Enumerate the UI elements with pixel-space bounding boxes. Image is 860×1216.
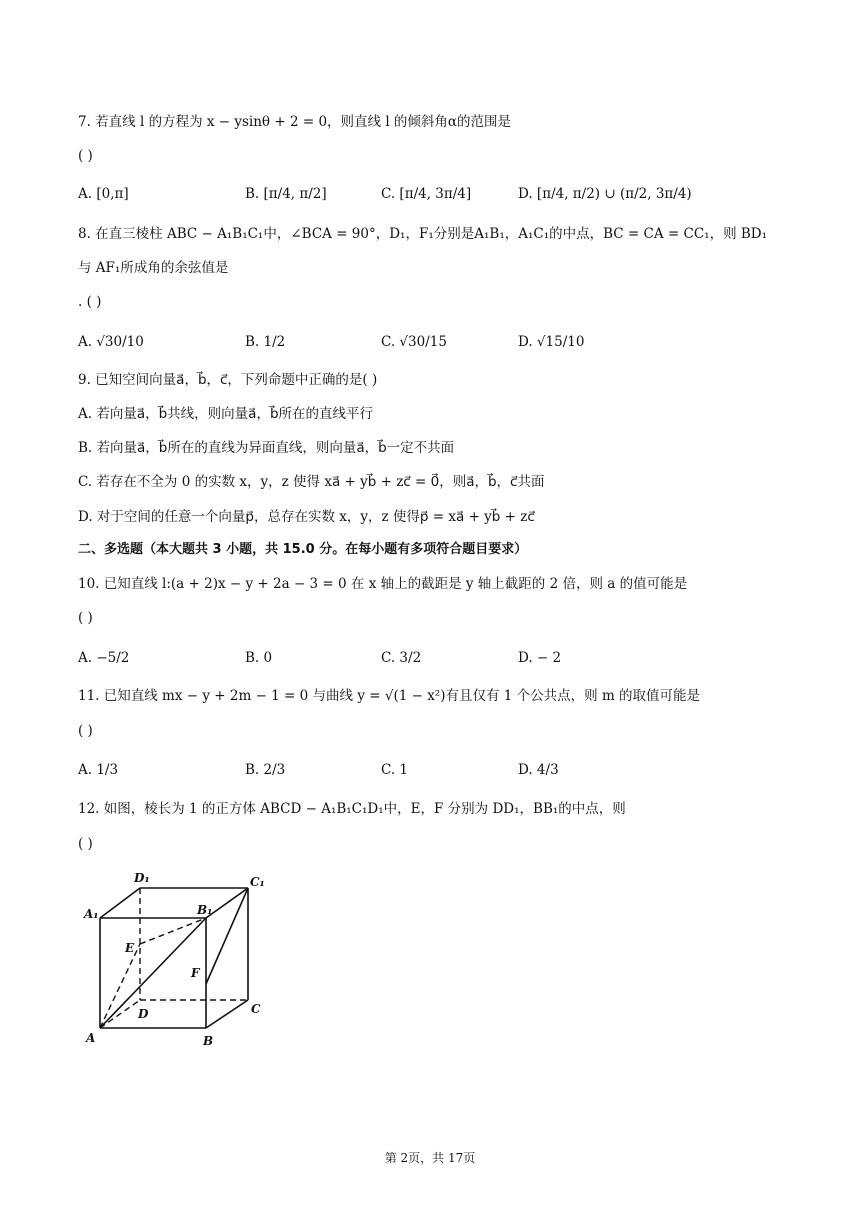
q9-option-d: D. 对于空间的任意一个向量p⃗，总存在实数 x，y，z 使得p⃗ = xa⃗ + yb⃗ + zc⃗ xyxy=(78,509,535,525)
label-b1: B₁ xyxy=(197,903,213,917)
q9-option-c: C. 若存在不全为 0 的实数 x，y，z 使得 xa⃗ + yb⃗ + zc⃗ = 0⃗，则a⃗，b⃗，c⃗共面 xyxy=(78,474,545,490)
label-c: C xyxy=(251,1002,261,1016)
q11-paren: ( ) xyxy=(78,723,93,739)
q7-option-a: A. [0,π] xyxy=(78,186,129,202)
q10-option-b: B. 0 xyxy=(245,650,273,666)
label-f: F xyxy=(191,966,200,980)
q11-option-c: C. 1 xyxy=(381,762,409,778)
q11-option-b: B. 2/3 xyxy=(245,762,286,778)
q7-option-c: C. [π/4, 3π/4] xyxy=(381,186,472,202)
q12-paren: ( ) xyxy=(78,836,93,852)
q10-option-d: D. − 2 xyxy=(518,650,562,666)
label-e: E xyxy=(125,941,135,955)
segment-eb1-hidden xyxy=(140,918,206,944)
q11-option-a: A. 1/3 xyxy=(78,762,119,778)
q8-paren: . ( ) xyxy=(78,294,102,310)
label-d: D xyxy=(138,1007,149,1021)
q9-option-b: B. 若向量a⃗，b⃗所在的直线为异面直线，则向量a⃗，b⃗一定不共面 xyxy=(78,440,455,456)
edge-bc xyxy=(206,1000,248,1028)
page-footer: 第 2页，共 17页 xyxy=(384,1151,476,1165)
q7-option-b: B. [π/4, π/2] xyxy=(245,186,327,202)
q7-paren: ( ) xyxy=(78,148,93,164)
q10-option-a: A. −5/2 xyxy=(78,650,130,666)
segment-ae-hidden xyxy=(100,944,140,1028)
label-a1: A₁ xyxy=(84,907,99,921)
q8-option-d: D. √15/10 xyxy=(518,334,585,350)
edge-a1d1 xyxy=(100,888,140,918)
q8-stem-line2: 与 AF₁所成角的余弦值是 xyxy=(78,260,229,276)
q9-stem: 9. 已知空间向量a⃗，b⃗，c⃗，下列命题中正确的是( ) xyxy=(78,372,378,388)
q11-stem: 11. 已知直线 mx − y + 2m − 1 = 0 与曲线 y = √(1 − x²)有且仅有 1 个公共点，则 m 的取值可能是 xyxy=(78,688,701,704)
q10-option-c: C. 3/2 xyxy=(381,650,422,666)
q8-stem-line1: 8. 在直三棱柱 ABC − A₁B₁C₁中，∠BCA = 90°，D₁，F₁分别是A₁B₁，A₁C₁的中点，BC = CA = CC₁，则 BD₁ xyxy=(78,226,768,242)
label-d1: D₁ xyxy=(134,872,150,885)
q10-paren: ( ) xyxy=(78,610,93,626)
label-c1: C₁ xyxy=(250,875,265,889)
q7-stem: 7. 若直线 l 的方程为 x − ysinθ + 2 = 0，则直线 l 的倾斜角α的范围是 xyxy=(78,114,512,130)
q8-option-a: A. √30/10 xyxy=(78,334,144,350)
q10-stem: 10. 已知直线 l:(a + 2)x − y + 2a − 3 = 0 在 x 轴上的截距是 y 轴上截距的 2 倍，则 a 的值可能是 xyxy=(78,576,688,592)
q7-option-d: D. [π/4, π/2) ∪ (π/2, 3π/4) xyxy=(518,186,692,202)
section-heading: 二、多选题（本大题共 3 小题，共 15.0 分。在每小题有多项符合题目要求） xyxy=(78,542,528,557)
q11-option-d: D. 4/3 xyxy=(518,762,559,778)
q8-option-b: B. 1/2 xyxy=(245,334,286,350)
cube-figure xyxy=(78,872,278,1052)
q12-stem: 12. 如图，棱长为 1 的正方体 ABCD − A₁B₁C₁D₁中，E，F 分别为 DD₁，BB₁的中点，则 xyxy=(78,801,626,817)
label-a: A xyxy=(86,1031,96,1045)
q9-option-a: A. 若向量a⃗，b⃗共线，则向量a⃗，b⃗所在的直线平行 xyxy=(78,406,374,422)
label-b: B xyxy=(203,1034,214,1048)
q8-option-c: C. √30/15 xyxy=(381,334,447,350)
